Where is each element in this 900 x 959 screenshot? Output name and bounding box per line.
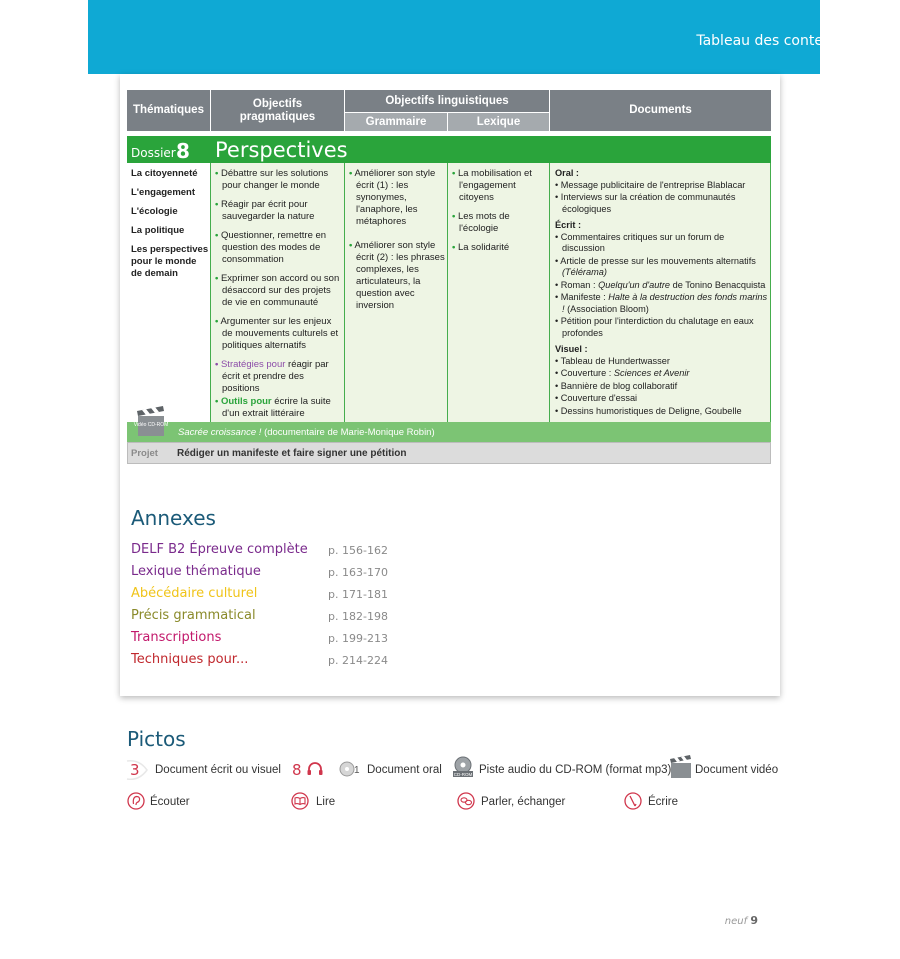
objectif-item: • Questionner, remettre en question des modes de consommation [215,230,327,265]
header-documents: Documents [550,90,771,131]
video-clapperboard-icon [135,406,167,440]
strategies-item: • Stratégies pour réagir par écrit et prendre des positions [215,359,329,394]
audio-track-icon [337,761,359,777]
annexe-item-pages: p. 182-198 [328,610,388,623]
grammaire-list [349,168,445,319]
objectif-item: • Débattre sur les solutions pour changer le monde [215,168,329,191]
document-item: • Article de presse sur les mouvements alternatifs (Télérama) [555,255,756,277]
annexe-item-label: DELF B2 Épreuve complète [131,542,308,557]
audio-track-number: 1 [354,765,360,776]
lexique-item: • La solidarité [452,242,510,253]
pictos-title: Pictos [127,727,186,751]
ecouter-label: Écouter [150,796,190,808]
projet-text: Rédiger un manifeste et faire signer une pétition [177,448,407,459]
document-item: • Pétition pour l'interdiction du chalutage en eaux profondes [555,316,754,338]
lexique-list [452,168,546,261]
thematique-item: La politique [131,225,185,236]
cdrom-label: Piste audio du CD-ROM (format mp3) [479,764,672,776]
document-item: • Manifeste : Halte à la destruction des fonds marins ! (Association Bloom) [555,292,768,314]
cdrom-icon-label: CD-ROM [453,772,473,777]
lexique-item: • Les mots de l'écologie [452,211,510,234]
annexe-item-label: Techniques pour... [131,652,249,667]
annexe-item-label: Transcriptions [131,630,222,645]
annexe-item-pages: p. 156-162 [328,544,388,557]
video-title: Sacrée croissance ! (documentaire de Marie-Monique Robin) [178,427,435,438]
video-icon [669,754,693,780]
video-label: Document vidéo [695,764,779,776]
lexique-item: • La mobilisation et l'engagement citoyens [452,168,532,203]
objectif-item: • Argumenter sur les enjeux de mouvements culturels et politiques alternatifs [215,316,339,351]
outils-item: • Outils pour écrire la suite d'un extrait littéraire [215,396,331,419]
oral-label: Document oral [367,764,442,776]
header-lexique: Lexique [448,113,549,131]
book-icon [291,792,309,810]
thematique-item: Les perspectives pour le monde de demain [131,244,209,279]
projet-label: Projet [131,448,158,459]
document-item: • Interviews sur la création de communautés écologiques [555,192,736,214]
documents-visuel-heading: Visuel : [555,344,588,354]
annexe-item-pages: p. 163-170 [328,566,388,579]
header-objectifs-linguistiques: Objectifs linguistiques [345,90,549,112]
lire-label: Lire [316,796,336,808]
ear-icon [127,792,145,810]
annexe-item-pages: p. 171-181 [328,588,388,601]
header-thematiques: Thématiques [127,90,210,131]
dossier-title: Perspectives [215,138,348,162]
annexe-item-label: Lexique thématique [131,564,261,579]
video-icon-label: Vidéo CD-ROM [133,422,169,428]
pen-icon [624,792,642,810]
dossier-number: 8 [176,139,190,163]
thematique-item: L'engagement [131,187,196,198]
header-title: Tableau des contenus [696,33,848,49]
cdrom-icon [452,756,474,778]
objectifs-list [215,168,341,427]
ecrit-label: Document écrit ou visuel [155,764,281,776]
objectif-item: • Exprimer son accord ou son désaccord sur des projets de vie en communauté [215,273,340,308]
headphones-icon [306,761,324,777]
header-objectifs-pragmatiques: Objectifs pragmatiques [211,90,344,131]
annexe-item-label: Abécédaire culturel [131,586,258,601]
document-item: • Roman : Quelqu'un d'autre de Tonino Benacquista [555,279,766,290]
documents-list [555,168,769,418]
speech-icon [457,792,475,810]
document-item: • Message publicitaire de l'entreprise Blablacar [555,179,746,190]
annexes-title: Annexes [131,506,216,530]
document-item: • Couverture : Sciences et Avenir [555,368,690,378]
page-number: neuf 9 [724,914,758,927]
annexe-item-pages: p. 214-224 [328,654,388,667]
thematique-item: La citoyenneté [131,168,198,179]
ecrit-number: 3 [130,761,140,779]
document-item: • Dessins humoristiques de Deligne, Goubelle [555,405,742,416]
document-item: • Couverture d'essai [555,393,638,403]
thematiques-list [131,168,209,287]
dossier-label: Dossier [131,146,176,160]
grammaire-item: • Améliorer son style écrit (1) : les synonymes, l'anaphore, les métaphores [349,168,436,227]
documents-oral-heading: Oral : [555,168,579,178]
documents-ecrit-heading: Écrit : [555,220,582,230]
annexe-item-pages: p. 199-213 [328,632,388,645]
thematique-item: L'écologie [131,206,178,217]
oral-number: 8 [292,761,302,779]
document-item: • Tableau de Hundertwasser [555,355,670,366]
annexe-item-label: Précis grammatical [131,608,256,623]
document-item: • Bannière de blog collaboratif [555,380,678,391]
objectif-item: • Réagir par écrit pour sauvegarder la nature [215,199,315,222]
grammaire-item: • Améliorer son style écrit (2) : les phrases complexes, les articulateurs, la question avec inversion [349,240,445,311]
document-item: • Commentaires critiques sur un forum de discussion [555,231,725,253]
header-grammaire: Grammaire [345,113,447,131]
ecrire-label: Écrire [648,796,679,808]
parler-label: Parler, échanger [481,796,566,808]
